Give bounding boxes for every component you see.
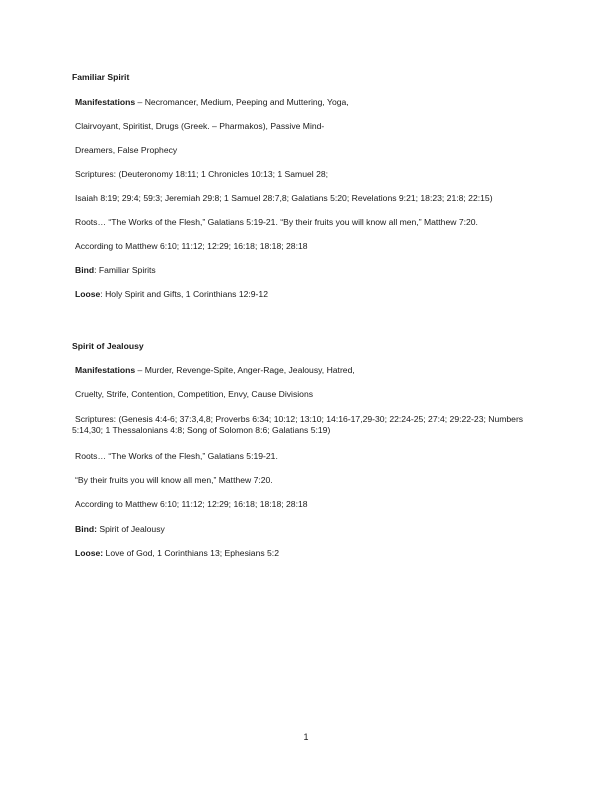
loose-text: : Holy Spirit and Gifts, 1 Corinthians 12:9-12 bbox=[100, 289, 268, 299]
section-title-spirit-of-jealousy: Spirit of Jealousy bbox=[72, 341, 144, 351]
loose-label: Loose: bbox=[75, 548, 104, 558]
bind-text: Spirit of Jealousy bbox=[96, 524, 165, 534]
manifestations-line-2: Cruelty, Strife, Contention, Competition, Envy, Cause Divisions bbox=[75, 389, 314, 399]
manifestations-line-1 bbox=[75, 97, 349, 108]
loose-label: Loose bbox=[75, 289, 101, 299]
bind-text: : Familiar Spirits bbox=[94, 265, 156, 275]
page-number: 1 bbox=[303, 732, 309, 742]
scriptures-paragraph bbox=[72, 414, 532, 436]
loose-text: Love of God, 1 Corinthians 13; Ephesians 5:2 bbox=[103, 548, 279, 558]
fruits-line: “By their fruits you will know all men,” Matthew 7:20. bbox=[75, 475, 273, 485]
bind-line bbox=[75, 524, 165, 535]
manifestations-text: – Murder, Revenge-Spite, Anger-Rage, Jealousy, Hatred, bbox=[135, 365, 355, 375]
scriptures-text: Scriptures: (Genesis 4:4-6; 37:3,4,8; Proverbs 6:34; 10:12; 13:10; 14:16-17,29-30; 22:24-25; 27:4; 29:22-23; Numbers 5:14,30; 1 Thessalonians 4:8; Song of Solomon 8:6; Galatians 5:19) bbox=[72, 414, 524, 435]
bind-line bbox=[75, 265, 156, 276]
manifestations-text: – Necromancer, Medium, Peeping and Muttering, Yoga, bbox=[135, 97, 349, 107]
section-title-familiar-spirit: Familiar Spirit bbox=[72, 72, 130, 82]
manifestations-line-2: Clairvoyant, Spiritist, Drugs (Greek. – Pharmakos), Passive Mind- bbox=[75, 121, 325, 131]
scriptures-line-1: Scriptures: (Deuteronomy 18:11; 1 Chronicles 10:13; 1 Samuel 28; bbox=[75, 169, 329, 179]
according-line: According to Matthew 6:10; 11:12; 12:29; 16:18; 18:18; 28:18 bbox=[75, 499, 308, 509]
manifestations-label: Manifestations bbox=[75, 365, 136, 375]
roots-line: Roots… “The Works of the Flesh,” Galatians 5:19-21. “By their fruits you will know all men,” Matthew 7:20. bbox=[75, 217, 478, 227]
roots-line: Roots… “The Works of the Flesh,” Galatians 5:19-21. bbox=[75, 451, 278, 461]
loose-line bbox=[75, 289, 268, 300]
bind-label: Bind bbox=[75, 265, 95, 275]
manifestations-line-3: Dreamers, False Prophecy bbox=[75, 145, 178, 155]
according-line: According to Matthew 6:10; 11:12; 12:29; 16:18; 18:18; 28:18 bbox=[75, 241, 308, 251]
manifestations-label: Manifestations bbox=[75, 97, 136, 107]
loose-line bbox=[75, 548, 279, 559]
scriptures-line-2: Isaiah 8:19; 29:4; 59:3; Jeremiah 29:8; 1 Samuel 28:7,8; Galatians 5:20; Revelations 9:21; 18:23; 21:8; 22:15) bbox=[75, 193, 493, 203]
bind-label: Bind: bbox=[75, 524, 97, 534]
manifestations-line-1 bbox=[75, 365, 355, 376]
